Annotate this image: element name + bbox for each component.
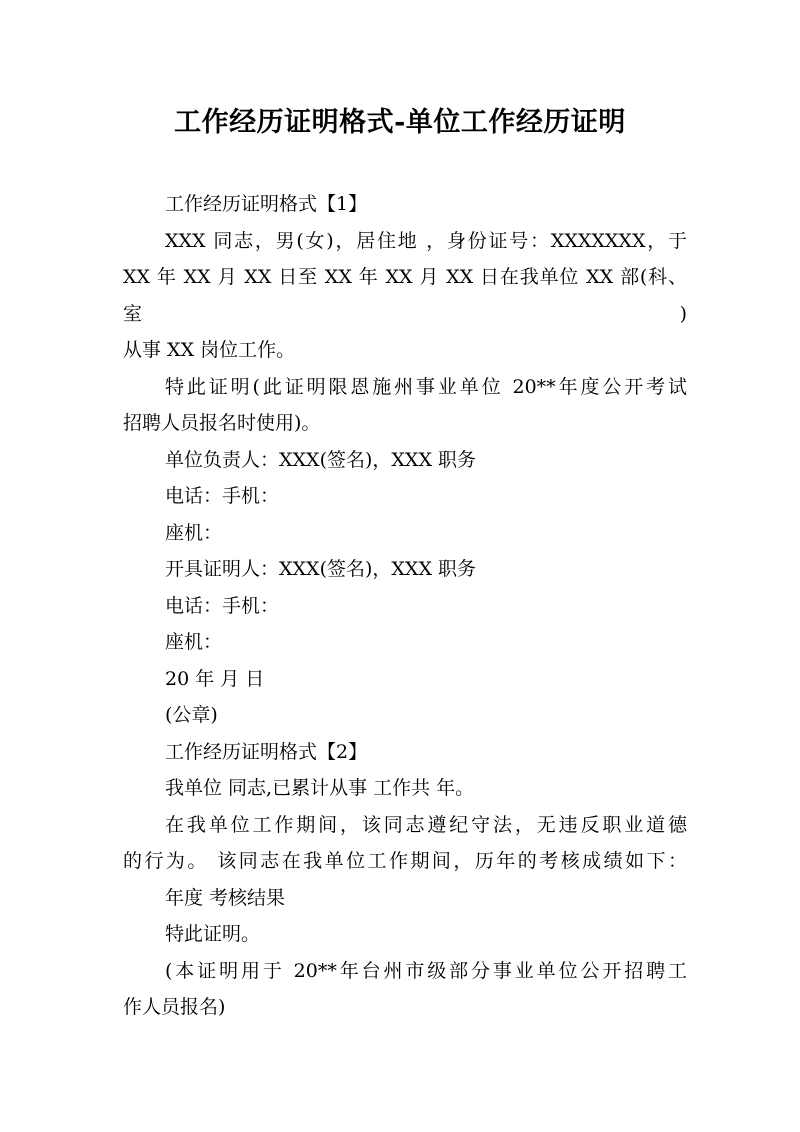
official-seal-line: (公章)	[165, 704, 218, 726]
phone-landline-line: 座机：	[165, 631, 223, 653]
paragraph-line: 特此证明。	[165, 923, 261, 945]
paragraph-line: 在我单位工作期间，该同志遵纪守法，无违反职业道德	[165, 813, 687, 836]
paragraph-line: XX 年 XX 月 XX 日至 XX 年 XX 月 XX 日在我单位 XX 部(科、室)	[123, 266, 687, 325]
paragraph-line: XXX 同志，男(女)，居住地 ，身份证号：XXXXXXX，于	[165, 229, 687, 252]
paragraph-line: 从事 XX 岗位工作。	[123, 339, 296, 361]
section-heading-1: 工作经历证明格式【1】	[165, 193, 368, 215]
phone-mobile-line: 电话：手机：	[165, 485, 280, 507]
section-heading-2: 工作经历证明格式【2】	[165, 740, 368, 763]
paragraph-line: 特此证明(此证明限恩施州事业单位 20**年度公开考试	[165, 375, 687, 398]
paragraph-line: (本证明用于 20**年台州市级部分事业单位公开招聘工	[165, 959, 687, 982]
unit-leader-line: 单位负责人：XXX(签名)，XXX 职务	[165, 448, 477, 471]
paragraph-line: 作人员报名)	[123, 996, 226, 1018]
date-line: 20 年 月 日	[165, 667, 265, 690]
document-title: 工作经历证明格式-单位工作经历证明	[174, 107, 626, 138]
document-body	[123, 186, 687, 1026]
certifier-line: 开具证明人：XXX(签名)，XXX 职务	[165, 558, 477, 580]
paragraph-line: 招聘人员报名时使用)。	[123, 412, 321, 434]
paragraph-line: 我单位 同志,已累计从事 工作共 年。	[165, 777, 475, 799]
assessment-header-line: 年度 考核结果	[165, 886, 286, 909]
phone-mobile-line: 电话：手机：	[165, 594, 280, 617]
paragraph-line: 的行为。 该同志在我单位工作期间，历年的考核成绩如下：	[123, 850, 687, 872]
phone-landline-line: 座机：	[165, 521, 223, 544]
